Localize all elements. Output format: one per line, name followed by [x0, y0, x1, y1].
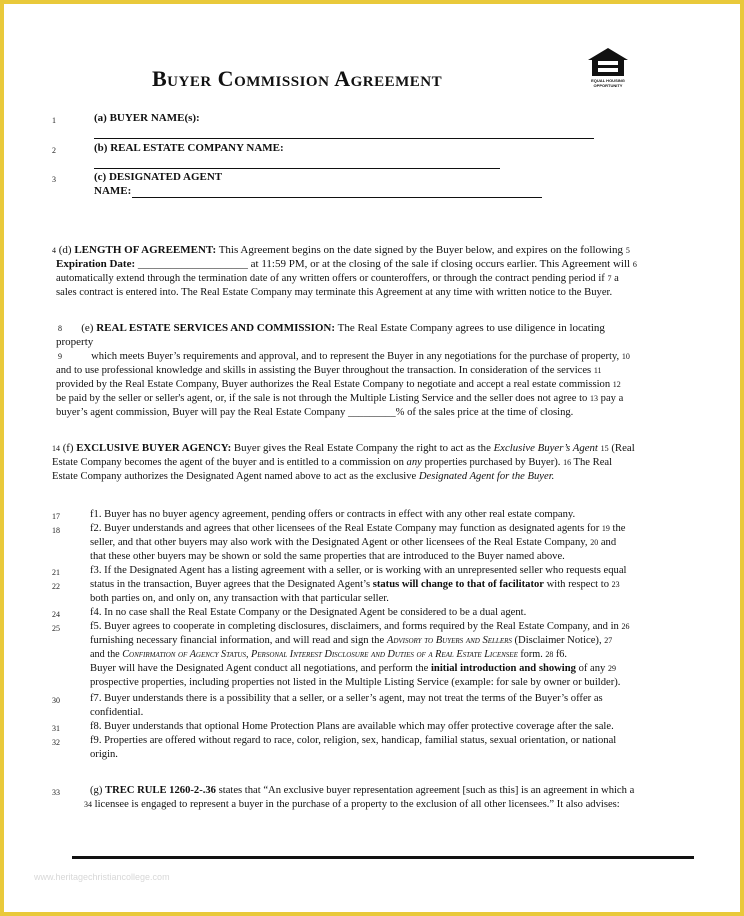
body-text: a	[614, 273, 619, 284]
clause-f9-line2: origin.	[90, 749, 118, 760]
clause-f7-line2: confidential.	[90, 707, 144, 718]
line-number: 8	[58, 324, 62, 333]
clause-f1: f1. Buyer has no buyer agency agreement, pending offers or contracts in effect with any other real estate company.	[90, 509, 576, 520]
body-text: provided by the Real Estate Company, Buyer authorizes the Real Estate Company to negotiate and accept a real estate commission	[56, 379, 611, 390]
clause-f2-line2	[90, 536, 696, 549]
body-text-italic: Designated Agent for the Buyer.	[418, 471, 555, 482]
line-number: 20	[590, 538, 599, 547]
company-name-label: (b) REAL ESTATE COMPANY NAME:	[94, 142, 284, 154]
line-number: 1	[52, 116, 56, 125]
body-text: This Agreement begins on the date signed by the Buyer below, and expires on the following	[218, 244, 624, 256]
line-number: 26	[621, 622, 630, 631]
clause-f4: f4. In no case shall the Real Estate Company or the Designated Agent be considered to be a dual agent.	[90, 607, 527, 618]
clause-f2-line1	[90, 522, 696, 535]
section-e-line5	[56, 378, 696, 391]
equal-housing-opportunity-icon	[584, 46, 632, 92]
section-f-line2	[52, 456, 697, 469]
expiration-date-label: Expiration Date:	[56, 258, 136, 270]
line-number: 7	[607, 274, 612, 283]
body-text-italic: Exclusive Buyer’s Agent	[493, 442, 598, 454]
line-number: 30	[52, 696, 60, 705]
body-text: the	[612, 523, 626, 534]
line-number: 10	[621, 352, 630, 361]
line-number: 23	[611, 580, 620, 589]
line-number: 34	[84, 800, 92, 809]
body-text-smallcaps: Confirmation of Agency Status, Personal Interest Disclosure and Duties of a Real Estate Licensee	[122, 649, 518, 660]
body-text: status in the transaction, Buyer agrees that the Designated Agent’s	[90, 579, 371, 590]
line-number: 3	[52, 175, 56, 184]
line-number: 29	[608, 664, 617, 673]
eho-caption: EQUAL HOUSING OPPORTUNITY	[591, 78, 625, 88]
clause-f5-line2	[90, 634, 696, 647]
body-text: The Real	[573, 457, 613, 468]
body-text: states that “An exclusive buyer representation agreement [such as this] is an agreement in which a	[218, 785, 635, 796]
section-d-line4: sales contract is entered into. The Real Estate Company may terminate this Agreement at any time with written notice to the Buyer.	[56, 287, 613, 298]
section-prefix: (d)	[58, 244, 72, 256]
body-text: f5. Buyer agrees to cooperate in completing disclosures, disclaimers, and forms required by the Real Estate Company, and in	[90, 621, 619, 632]
clause-f2-line3: that these other buyers may be shown or sold the same properties that are introduced to the Buyer named above.	[90, 551, 565, 562]
line-number: 24	[52, 610, 60, 619]
clause-f7-line1: f7. Buyer understands there is a possibility that a seller, or a seller’s agent, may not treat the terms of the Buyer’s offer as	[90, 693, 603, 704]
section-heading: LENGTH OF AGREEMENT:	[74, 244, 217, 256]
designated-agent-field[interactable]	[132, 197, 542, 198]
company-name-field[interactable]	[94, 168, 500, 169]
body-text: Estate Company authorizes the Designated Agent named above to act as the exclusive	[52, 471, 417, 482]
section-d-line1	[52, 244, 694, 257]
clause-f6-line2: prospective properties, including properties not listed in the Multiple Listing Service (example: for sale by owner or builder).	[90, 677, 621, 688]
section-heading: EXCLUSIVE BUYER AGENCY:	[76, 442, 232, 454]
section-f-line1	[52, 442, 697, 455]
watermark: www.heritagechristiancollege.com	[34, 872, 170, 882]
body-text: properties purchased by Buyer).	[424, 457, 561, 468]
line-number: 31	[52, 724, 60, 733]
section-prefix: (f)	[62, 442, 74, 454]
body-text: Buyer gives the Real Estate Company the right to act as the	[233, 442, 491, 454]
line-number: 28	[545, 650, 554, 659]
line-number: 2	[52, 146, 56, 155]
body-text: of any	[578, 663, 606, 674]
buyer-name-field[interactable]	[94, 138, 594, 139]
body-text-smallcaps: Advisory to Buyers and Sellers	[386, 635, 512, 646]
body-text: form.	[520, 649, 543, 660]
body-text: (Real	[611, 442, 635, 454]
body-text: licensee is engaged to represent a buyer in the purchase of a property to the exclusion of all other licensees.” It also advises:	[94, 799, 620, 810]
clause-f3-line3: both parties on, and only on, any transaction with that particular seller.	[90, 593, 389, 604]
section-heading: TREC RULE 1260-2-.36	[105, 785, 216, 796]
body-text: and	[600, 537, 617, 548]
section-g-line1	[90, 784, 696, 797]
clause-f5-line1	[90, 620, 696, 633]
section-e-line6	[56, 392, 696, 405]
line-number: 25	[52, 624, 60, 633]
clause-f6-line1	[90, 662, 696, 675]
body-text-bold: initial introduction and showing	[430, 663, 576, 674]
body-text: The Real Estate Company agrees to use diligence in locating	[337, 322, 605, 334]
line-number: 12	[612, 380, 621, 389]
designated-agent-label: (c) DESIGNATED AGENT	[94, 171, 223, 183]
body-text: automatically extend through the termination date of any written offers or counteroffers, or through the contract pending period if	[56, 273, 605, 284]
line-number: 32	[52, 738, 60, 747]
expiration-date-field[interactable]: ____________________	[137, 258, 248, 270]
body-text: which meets Buyer’s requirements and approval, and to represent the Buyer in any negotiations for the purchase of property,	[91, 351, 620, 362]
line-number: 15	[600, 444, 609, 453]
line-number: 6	[632, 260, 637, 269]
clause-f9-line1: f9. Properties are offered without regard to race, color, religion, sex, handicap, familial status, sexual orientation, or national	[90, 735, 617, 746]
line-number: 21	[52, 568, 60, 577]
body-text: f2. Buyer understands and agrees that other licensees of the Real Estate Company may function as designated agents for	[90, 523, 600, 534]
document-page	[4, 4, 740, 912]
body-text: be paid by the seller or seller's agent, or, if the sale is not through the Multiple Listing Service and the seller does not agree to	[56, 393, 588, 404]
document-title: Buyer Commission Agreement	[152, 66, 443, 91]
body-text: furnishing necessary financial information, and will read and sign the	[90, 635, 385, 646]
body-text: seller, and that other buyers may also work with the Designated Agent or other licensees of the Real Estate Company,	[90, 537, 588, 548]
section-heading: REAL ESTATE SERVICES AND COMMISSION:	[96, 322, 336, 334]
buyer-name-label: (a) BUYER NAME(s):	[94, 112, 200, 124]
body-text: Estate Company becomes the agent of the buyer and is entitled to a commission on	[52, 457, 404, 468]
line-number: 4	[52, 246, 56, 255]
section-d-line3	[56, 272, 696, 285]
line-number: 9	[58, 352, 62, 361]
section-prefix: (e)	[81, 322, 94, 334]
line-number: 33	[52, 788, 60, 797]
line-number: 13	[589, 394, 598, 403]
section-d-line2	[56, 258, 696, 271]
clause-f8: f8. Buyer understands that optional Home Protection Plans are available which may offer protective coverage after the sale.	[90, 721, 614, 732]
section-e-line1	[58, 322, 698, 335]
section-prefix: (g)	[90, 785, 103, 796]
section-e-line2: property	[56, 336, 94, 348]
body-text: and to use professional knowledge and skills in assisting the Buyer throughout the transaction. In consideration of the services	[56, 365, 592, 376]
body-text: at 11:59 PM, or at the closing of the sale if closing occurs earlier. This Agreement will	[250, 258, 631, 270]
designated-agent-label-name: NAME:	[94, 185, 132, 197]
clause-f3-line1: f3. If the Designated Agent has a listing agreement with a seller, or is working with an unrepresented seller who requests equal	[90, 565, 627, 576]
clause-f3-line2	[90, 578, 696, 591]
clause-f5-line3	[90, 648, 696, 661]
body-text: f6.	[555, 649, 567, 660]
line-number: 16	[563, 458, 572, 467]
footer-rule	[72, 856, 694, 859]
body-text: with respect to	[546, 579, 610, 590]
line-number: 11	[593, 366, 602, 375]
body-text: pay a	[600, 393, 624, 404]
line-number: 14	[52, 444, 60, 453]
section-e-line3	[58, 350, 698, 363]
body-text: and the	[90, 649, 120, 660]
body-text-italic: any	[406, 457, 422, 468]
section-e-line4	[56, 364, 696, 377]
line-number: 5	[625, 246, 630, 255]
body-text: (Disclaimer Notice),	[514, 635, 602, 646]
section-e-line7: buyer’s agent commission, Buyer will pay the Real Estate Company _________% of the sales price at the time of closing.	[56, 407, 574, 418]
section-f-line3	[52, 470, 697, 483]
body-text: Buyer will have the Designated Agent conduct all negotiations, and perform the	[90, 663, 429, 674]
line-number: 22	[52, 582, 60, 591]
line-number: 17	[52, 512, 60, 521]
line-number: 18	[52, 526, 60, 535]
line-number: 27	[604, 636, 613, 645]
body-text-bold: status will change to that of facilitator	[372, 579, 544, 590]
line-number: 19	[601, 524, 610, 533]
section-g-line2	[84, 798, 696, 811]
